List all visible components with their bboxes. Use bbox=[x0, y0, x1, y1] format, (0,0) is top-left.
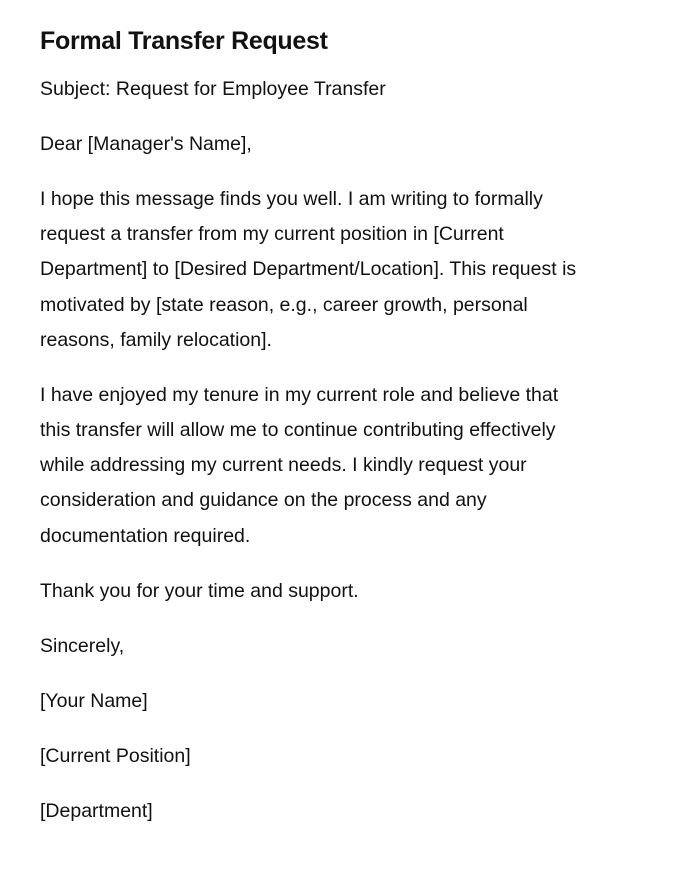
body-paragraph-1: I hope this message finds you well. I am writing to formally request a transfer from my current position in [Current Department] to [Desired Department/Location]. This request is motivated by [state reason, e.g., career growth, personal reasons, family relocation]. bbox=[40, 188, 577, 351]
signature-department: [Department] bbox=[40, 799, 153, 822]
body-paragraph-2: I have enjoyed my tenure in my current role and believe that this transfer will allow me to continue contributing effectively while addressing my current needs. I kindly request your consideration and guidance on the process and any documentation required. bbox=[40, 383, 559, 547]
letter-document bbox=[40, 24, 650, 849]
thanks-line: Thank you for your time and support. bbox=[40, 579, 359, 602]
signature-position: [Current Position] bbox=[40, 744, 191, 767]
subject-line: Subject: Request for Employee Transfer bbox=[40, 78, 386, 100]
greeting: Dear [Manager's Name], bbox=[40, 133, 252, 155]
document-title: Formal Transfer Request bbox=[40, 27, 328, 55]
signature-name: [Your Name] bbox=[40, 689, 148, 712]
closing: Sincerely, bbox=[40, 634, 125, 657]
